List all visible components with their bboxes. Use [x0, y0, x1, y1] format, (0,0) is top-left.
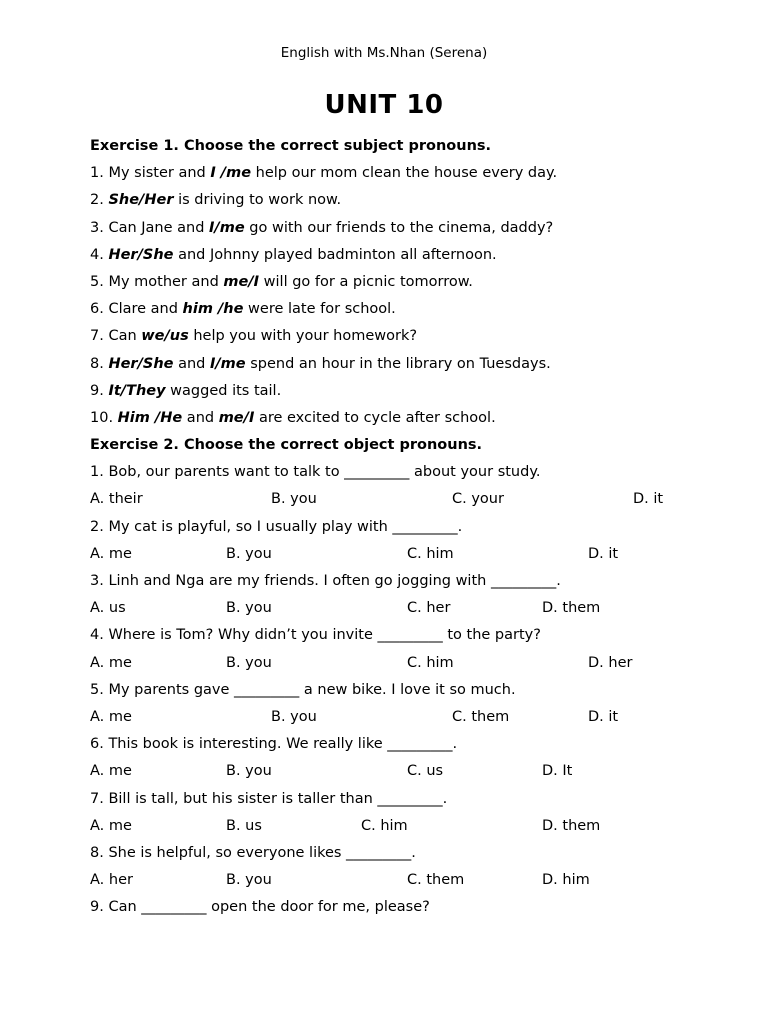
answer-options	[90, 762, 730, 789]
answer-option[interactable]: C. him	[407, 654, 454, 671]
item-text: help you with your homework?	[188, 328, 418, 345]
item-text: is driving to work now.	[173, 192, 342, 209]
exercise2-list	[90, 463, 730, 925]
item-text: 5. My mother and	[90, 273, 224, 290]
answer-option[interactable]: C. us	[407, 763, 444, 780]
pronoun-choice: I/me	[209, 355, 246, 372]
answer-option[interactable]: D. him	[542, 872, 590, 889]
pronoun-choice: It/They	[108, 382, 166, 399]
pronoun-choice: I /me	[210, 165, 252, 182]
pronoun-choice: we/us	[141, 328, 189, 345]
pronoun-choice: She/Her	[108, 192, 174, 209]
answer-option[interactable]: D. them	[542, 817, 601, 834]
page-title: UNIT 10	[324, 90, 444, 120]
answer-option[interactable]: D. it	[588, 708, 619, 725]
answer-options	[90, 654, 730, 681]
item-text: 2.	[90, 192, 109, 209]
answer-option[interactable]: C. him	[361, 817, 408, 834]
answer-option[interactable]: A. us	[90, 600, 126, 617]
question-text: 4. Where is Tom? Why didn’t you invite _________ to the party?	[90, 627, 541, 644]
pronoun-choice: I/me	[209, 219, 245, 236]
answer-option[interactable]: C. your	[452, 491, 504, 508]
item-text: 10.	[90, 409, 118, 426]
answer-option[interactable]: A. her	[90, 872, 133, 889]
answer-options	[90, 545, 730, 572]
exercise1-item	[90, 327, 730, 354]
answer-option[interactable]: A. their	[90, 491, 143, 508]
answer-option[interactable]: C. him	[407, 545, 454, 562]
pronoun-choice: him /he	[182, 301, 244, 318]
answer-option[interactable]: A. me	[90, 817, 132, 834]
item-text: help our mom clean the house every day.	[251, 165, 558, 182]
exercise1-item	[90, 382, 730, 409]
answer-option[interactable]: B. you	[271, 491, 317, 508]
question-text: 9. Can _________ open the door for me, please?	[90, 899, 430, 916]
answer-option[interactable]: A. me	[90, 708, 132, 725]
answer-option[interactable]: D. It	[542, 763, 573, 780]
exercise1-list	[90, 164, 730, 436]
item-text: and	[182, 409, 219, 426]
question-text: 1. Bob, our parents want to talk to _________ about your study.	[90, 464, 541, 481]
answer-option[interactable]: C. them	[452, 708, 510, 725]
exercise1-heading: Exercise 1. Choose the correct subject pronouns.	[90, 138, 492, 154]
answer-options	[90, 708, 730, 735]
exercise2-heading: Exercise 2. Choose the correct object pronouns.	[90, 437, 483, 454]
page-header: English with Ms.Nhan (Serena)	[280, 45, 488, 61]
answer-option[interactable]: B. you	[226, 600, 272, 617]
answer-option[interactable]: B. you	[226, 654, 272, 671]
answer-option[interactable]: B. you	[226, 872, 272, 889]
exercise1-item	[90, 300, 730, 327]
exercise1-item	[90, 219, 730, 246]
question-text: 3. Linh and Nga are my friends. I often go jogging with _________.	[90, 573, 561, 589]
pronoun-choice: Her/She	[108, 355, 174, 372]
item-text: 6. Clare and	[90, 301, 183, 318]
question-text: 8. She is helpful, so everyone likes _________.	[90, 844, 416, 861]
answer-option[interactable]: C. her	[407, 600, 451, 617]
pronoun-choice: me/I	[223, 273, 260, 290]
item-text: spend an hour in the library on Tuesdays.	[245, 355, 551, 372]
answer-option[interactable]: B. you	[226, 545, 272, 562]
pronoun-choice: Him /He	[117, 409, 183, 426]
question-text: 6. This book is interesting. We really like _________.	[90, 736, 458, 753]
pronoun-choice: Her/She	[108, 246, 174, 263]
item-text: were late for school.	[243, 301, 396, 318]
worksheet-content	[90, 137, 730, 925]
answer-option[interactable]: B. you	[226, 763, 272, 780]
answer-options	[90, 817, 730, 844]
question-text: 2. My cat is playful, so I usually play with _________.	[90, 518, 463, 535]
answer-option[interactable]: B. you	[271, 708, 317, 725]
item-text: 9.	[90, 382, 109, 399]
exercise1-item	[90, 246, 730, 273]
item-text: 1. My sister and	[90, 165, 211, 182]
answer-option[interactable]: C. them	[407, 872, 465, 889]
answer-option[interactable]: D. her	[588, 654, 633, 671]
item-text: will go for a picnic tomorrow.	[259, 273, 473, 290]
exercise1-item	[90, 191, 730, 218]
item-text: go with our friends to the cinema, daddy?	[244, 219, 554, 236]
answer-option[interactable]: D. it	[633, 491, 664, 508]
answer-option[interactable]: B. us	[226, 817, 262, 834]
question-text: 7. Bill is tall, but his sister is taller than _________.	[90, 790, 448, 807]
answer-options	[90, 599, 730, 626]
pronoun-choice: me/I	[218, 409, 255, 426]
item-text: and Johnny played badminton all afternoon.	[173, 246, 497, 263]
exercise1-item	[90, 409, 730, 436]
exercise1-item	[90, 164, 730, 191]
item-text: and	[173, 355, 210, 372]
item-text: 3. Can Jane and	[90, 219, 210, 236]
answer-option[interactable]: D. it	[588, 545, 619, 562]
item-text: 8.	[90, 355, 109, 372]
item-text: are excited to cycle after school.	[254, 409, 496, 426]
answer-option[interactable]: A. me	[90, 654, 132, 671]
answer-option[interactable]: A. me	[90, 763, 132, 780]
question-text: 5. My parents gave _________ a new bike. I love it so much.	[90, 681, 516, 698]
answer-option[interactable]: D. them	[542, 600, 601, 617]
item-text: 4.	[90, 246, 109, 263]
answer-option[interactable]: A. me	[90, 545, 132, 562]
exercise1-item	[90, 273, 730, 300]
item-text: wagged its tail.	[165, 382, 282, 399]
exercise1-item	[90, 355, 730, 382]
answer-options	[90, 490, 730, 517]
answer-options	[90, 871, 730, 898]
item-text: 7. Can	[90, 328, 142, 345]
